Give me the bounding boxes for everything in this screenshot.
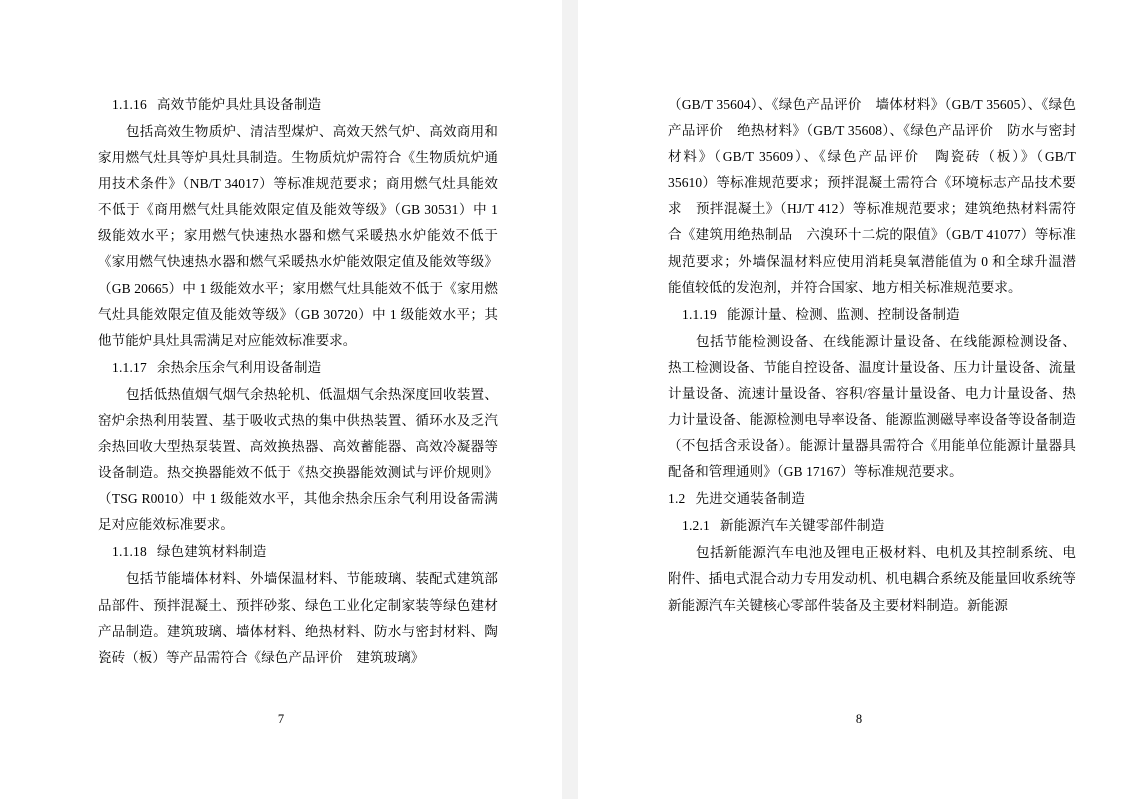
section-title: 新能源汽车关键零部件制造 — [720, 518, 885, 534]
section-title: 余热余压余气利用设备制造 — [156, 359, 322, 375]
section-number: 1.1.16 — [112, 97, 147, 112]
section-heading — [668, 513, 1076, 539]
section-title: 能源计量、检测、监测、控制设备制造 — [726, 306, 960, 322]
section-heading — [98, 355, 498, 381]
page-gutter — [562, 0, 578, 799]
page-number: 8 — [855, 712, 863, 726]
paragraph: 包括节能检测设备、在线能源计量设备、在线能源检测设备、热工检测设备、节能自控设备、温度计量设备、压力计量设备、流量计量设备、流速计量设备、容积/容量计量设备、电力计量设备、热力计量设备、能源检测电导率设备、能源监测磁导率设备等设备制造（不包括含汞设备）。能源计量器具需符合《用能单位能源计量器具配备和管理通则》（GB 17167）等标准规范要求。 — [668, 333, 1076, 480]
document-page-7 — [0, 0, 562, 799]
paragraph: 包括低热值烟气烟气余热轮机、低温烟气余热深度回收装置、窑炉余热利用装置、基于吸收式热的集中供热装置、循环水及乏汽余热回收大型热泵装置、高效换热器、高效蓄能器、高效冷凝器等设备制造。热交换器能效不低于《热交换器能效测试与评价规则》（TSG R0010）中 1 级能效水平，其他余热余压余气利用设备需满足对应能效标准要求。 — [98, 386, 498, 533]
paragraph-continued: （GB/T 35604）、《绿色产品评价 墙体材料》（GB/T 35605）、《绿色产品评价 绝热材料》（GB/T 35608）、《绿色产品评价 防水与密封材料》（GB/T 35609）、《绿色产品评价 陶瓷砖（板）》（GB/T 35610）等标准规范要求；预拌混凝土需符合《环境标志产品技术要求 预拌混凝土》（HJ/T 412）等标准规范要求；建筑绝热材料需符合《建筑用绝热制品 六溴环十二烷的限值》（GB/T 41077）等标准规范要求；外墙保温材料应使用消耗臭氧潜能值为 0 和全球升温潜能值较低的发泡剂，并符合国家、地方相关标准规范要求。 — [668, 97, 1076, 295]
section-title: 绿色建筑材料制造 — [156, 544, 267, 560]
section-heading — [98, 539, 498, 565]
section-number: 1.2 — [668, 491, 686, 507]
paragraph: 包括高效生物质炉、清洁型煤炉、高效天然气炉、高效商用和家用燃气灶具等炉具灶具制造。生物质炕炉需符合《生物质炕炉通用技术条件》（NB/T 34017）等标准规范要求；商用燃气灶具能效不低于《商用燃气灶具能效限定值及能效等级》（GB 30531）中 1 级能效水平；家用燃气快速热水器和燃气采暖热水炉能效不低于《家用燃气快速热水器和燃气采暖热水炉能效限定值及能效等级》（GB 20665）中 1 级能效水平；家用燃气灶具能效不低于《家用燃气灶具能效限定值及能效等级》（GB 30720）中 1 级能效水平；其他节能炉具灶具需满足对应能效标准要求。 — [98, 124, 498, 348]
section-heading — [668, 302, 1076, 328]
section-title: 高效节能炉具灶具设备制造 — [156, 97, 322, 112]
section-heading — [668, 486, 1076, 512]
page-8-content — [668, 92, 1076, 712]
section-heading — [98, 92, 498, 118]
page-7-content — [98, 92, 498, 712]
document-page-8 — [578, 0, 1140, 799]
section-number: 1.1.19 — [682, 306, 717, 322]
paragraph: 包括新能源汽车电池及锂电正极材料、电机及其控制系统、电附件、插电式混合动力专用发动机、机电耦合系统及能量回收系统等新能源汽车关键核心零部件装备及主要材料制造。新能源 — [668, 545, 1076, 613]
section-number: 1.2.1 — [682, 518, 710, 534]
section-title: 先进交通装备制造 — [695, 491, 806, 507]
page-number: 7 — [277, 712, 285, 726]
section-number: 1.1.18 — [112, 544, 147, 560]
section-number: 1.1.17 — [112, 359, 147, 375]
paragraph: 包括节能墙体材料、外墙保温材料、节能玻璃、装配式建筑部品部件、预拌混凝土、预拌砂浆、绿色工业化定制家装等绿色建材产品制造。建筑玻璃、墙体材料、绝热材料、防水与密封材料、陶瓷砖（板）等产品需符合《绿色产品评价 建筑玻璃》 — [98, 571, 498, 665]
